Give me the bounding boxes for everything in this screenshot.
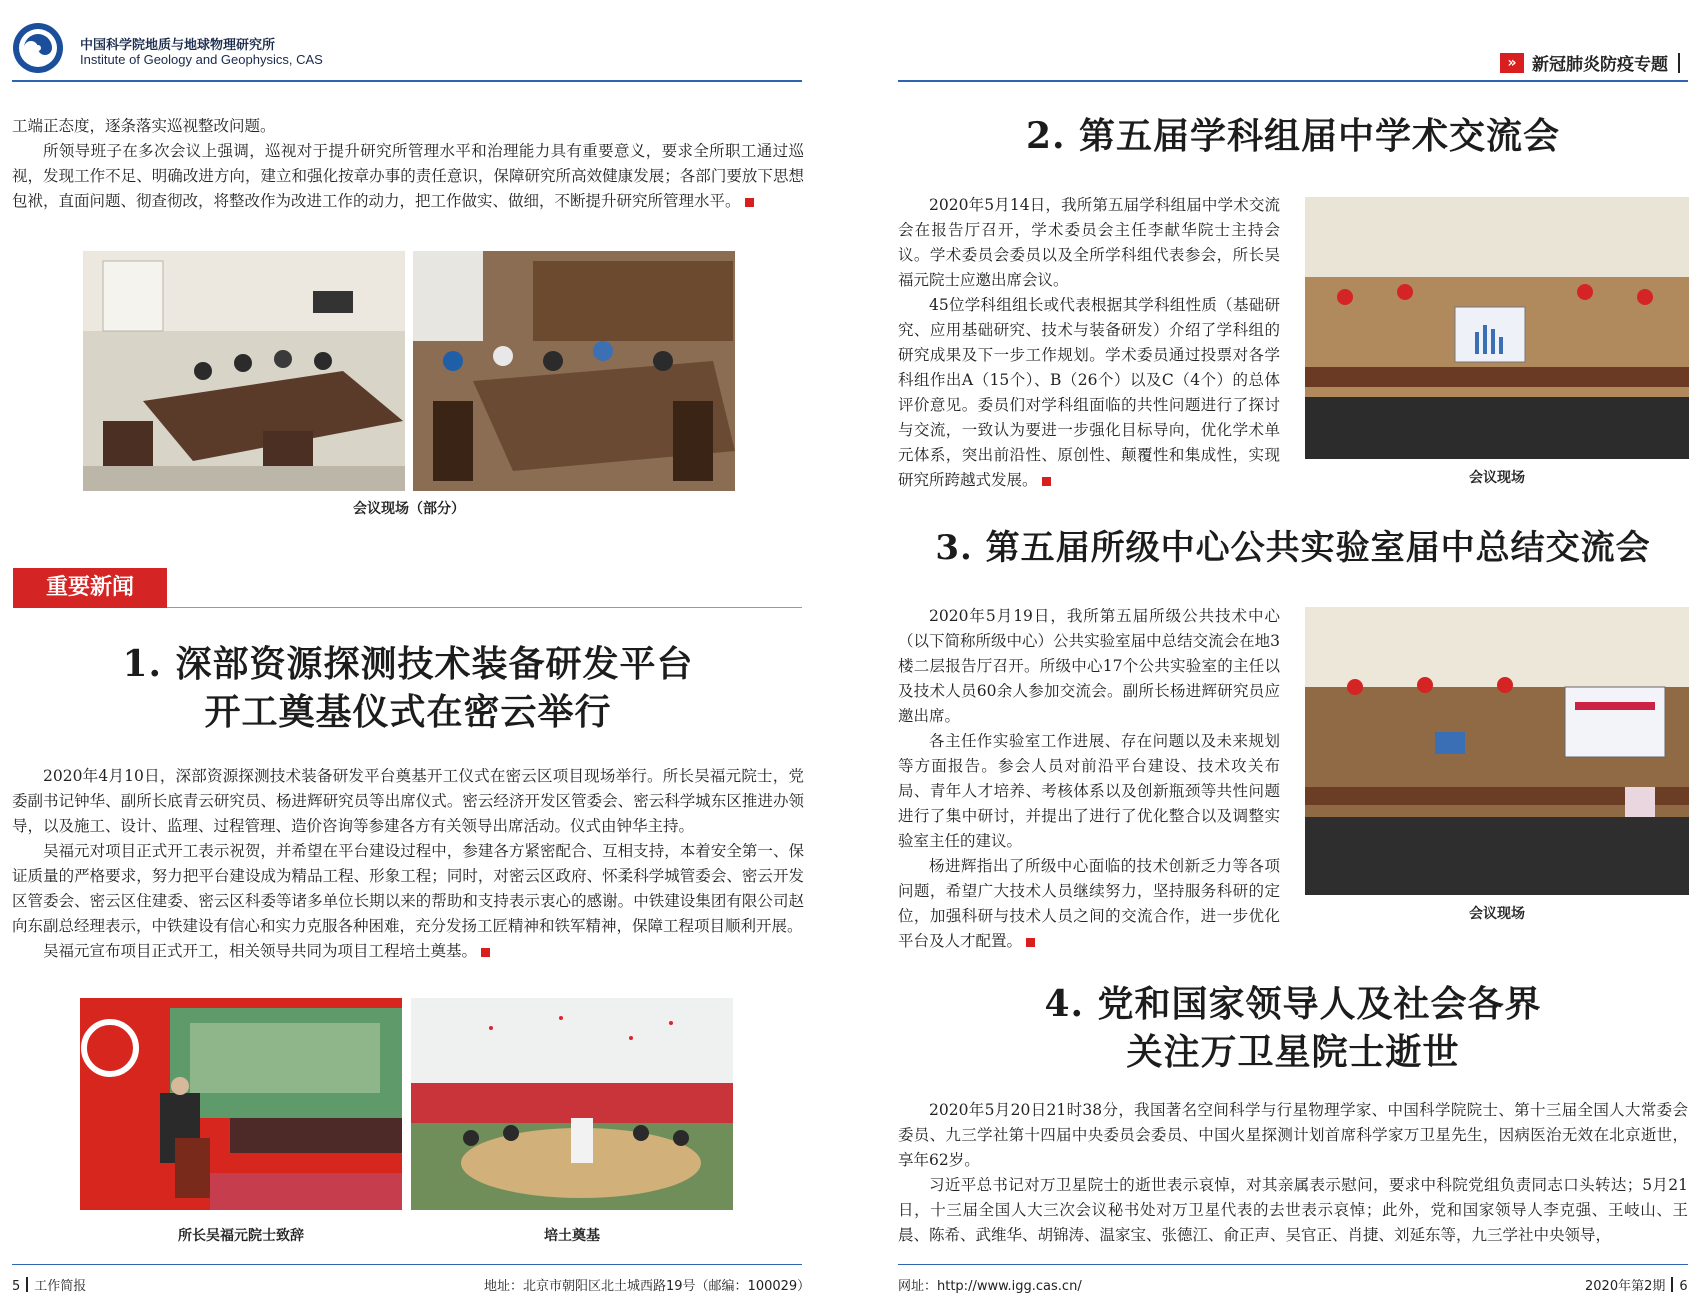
institute-name-en: Institute of Geology and Geophysics, CAS (80, 52, 323, 67)
issue-label: 2020年第2期 (1585, 1279, 1666, 1294)
article3-paragraph: 杨进辉指出了所级中心面临的技术创新乏力等各项问题，希望广大技术人员继续努力，坚持服务科研的定位，加强科研与技术人员之间的交流合作，进一步优化平台及人才配置。 (898, 857, 1280, 950)
intro-paragraph: 工端正态度，逐条落实巡视整改问题。 (12, 117, 276, 135)
article3-paragraph: 2020年5月19日，我所第五届所级公共技术中心（以下简称所级中心）公共实验室届中总结交流会在地3楼二层报告厅召开。所级中心17个公共实验室的主任以及技术人员60余人参加交流会。副所长杨进辉研究员应邀出席。 (898, 607, 1280, 725)
intro-paragraph: 所领导班子在多次会议上强调，巡视对于提升研究所管理水平和治理能力具有重要意义，要求全所职工通过巡视，发现工作不足、明确改进方向，建立和强化按章办事的责任意识，保障研究所高效健康发展；各部门要放下思想包袱，直面问题、彻查彻改，将整改作为改进工作的动力，把工作做实、做细，不断提升研究所管理水平。 (12, 142, 804, 210)
end-mark-icon (1042, 477, 1051, 486)
end-mark-icon (745, 198, 754, 207)
article2-photo-caption: 会议现场 (1469, 470, 1525, 486)
article3-meeting-photo (1305, 607, 1689, 895)
article4-paragraph: 2020年5月20日21时38分，我国著名空间科学与行星物理学家、中国科学院院士、第十三届全国人大常委会委员、九三学社第十四届中央委员会委员、中国火星探测计划首席科学家万卫星先生，因病医治无效在北京逝世，享年62岁。 (898, 1101, 1688, 1169)
footer-website: 网址：http://www.igg.cas.cn/ (898, 1279, 1082, 1294)
photo-caption-1: 会议现场（部分） (353, 501, 465, 517)
article4-title-line1: 4. 党和国家领导人及社会各界 (1044, 983, 1542, 1025)
intro-text (12, 114, 804, 214)
publication-name: 工作简报 (34, 1279, 87, 1294)
footer-address: 地址：北京市朝阳区北土城西路19号（邮编：100029） (484, 1279, 811, 1294)
article2-paragraph: 45位学科组组长或代表根据其学科组性质（基础研究、应用基础研究、技术与装备研发）介绍了学科组的研究成果及下一步工作规划。学术委员通过投票对各学科组作出A（15个）、B（26个）以及C（4个）的总体评价意见。委员们对学科组面临的共性问题进行了探讨与交流，一致认为要进一步强化目标导向，优化学术单元体系，突出前沿性、原创性、颠覆性和集成性，实现研究所跨越式发展。 (898, 296, 1280, 489)
article1-paragraph: 2020年4月10日，深部资源探测技术装备研发平台奠基开工仪式在密云区项目现场举行。所长吴福元院士，党委副书记钟华、副所长底青云研究员、杨进辉研究员等出席仪式。密云经济开发区管委会、密云科学城东区推进办领导，以及施工、设计、监理、过程管理、造价咨询等参建各方有关领导出席活动。仪式由钟华主持。 (12, 767, 804, 835)
groundbreaking-photo (411, 998, 733, 1210)
meeting-photo-2 (413, 251, 735, 491)
article2-body (898, 193, 1280, 493)
article3-paragraph: 各主任作实验室工作进展、存在问题以及未来规划等方面报告。参会人员对前沿平台建设、技术攻关布局、青年人才培养、考核体系以及创新瓶颈等共性问题进行了集中研讨，并提出了进行了优化整合以及调整实验室主任的建议。 (898, 732, 1280, 850)
article4-body (898, 1098, 1688, 1248)
header-rule-left (12, 80, 802, 82)
article1-paragraph: 吴福元对项目正式开工表示祝贺，并希望在平台建设过程中，参建各方紧密配合、互相支持，本着安全第一、保证质量的严格要求，努力把平台建设成为精品工程、形象工程；同时，对密云区政府、怀柔科学城管委会、密云开发区管委会、密云区住建委、密云区科委等诸多单位长期以来的帮助和支持表示衷心的感谢。中铁建设集团有限公司赵向东副总经理表示，中铁建设有信心和实力克服各种困难，充分发扬工匠精神和铁军精神，保障工程项目顺利开展。 (12, 842, 804, 935)
topic-divider (1678, 53, 1680, 73)
footer-divider (1671, 1277, 1673, 1292)
meeting-photo-1 (83, 251, 405, 491)
article3-body (898, 604, 1280, 954)
topic-heading (1500, 50, 1680, 75)
footer-right-page (1585, 1275, 1688, 1294)
news-section-tag: 重要新闻 (13, 568, 167, 608)
page-number-right: 6 (1679, 1279, 1688, 1294)
article4-title-line2: 关注万卫星院士逝世 (1126, 1031, 1460, 1073)
article3-photo-caption: 会议现场 (1469, 906, 1525, 922)
footer-divider (26, 1277, 28, 1292)
topic-label: 新冠肺炎防疫专题 (1532, 55, 1668, 75)
article3-title: 3. 第五届所级中心公共实验室届中总结交流会 (935, 528, 1651, 568)
double-chevron-icon: » (1500, 53, 1524, 73)
institute-name-cn: 中国科学院地质与地球物理研究所 (80, 38, 276, 53)
footer-left-page (12, 1275, 86, 1294)
ceremony-speech-photo (80, 998, 402, 1210)
article2-paragraph: 2020年5月14日，我所第五届学科组届中学术交流会在报告厅召开，学术委员会主任李献华院士主持会议。学术委员会委员以及全所学科组代表参会，所长吴福元院士应邀出席会议。 (898, 196, 1280, 289)
article1-title-line2: 开工奠基仪式在密云举行 (204, 691, 612, 733)
article4-title (898, 980, 1688, 1076)
photo-caption-speech: 所长吴福元院士致辞 (178, 1228, 304, 1244)
article1-body (12, 764, 804, 964)
article1-title (12, 640, 804, 736)
photo-caption-groundbreaking: 培土奠基 (544, 1228, 600, 1244)
article2-title: 2. 第五届学科组届中学术交流会 (1025, 115, 1561, 157)
header-rule-right (898, 80, 1688, 82)
end-mark-icon (1026, 938, 1035, 947)
article4-paragraph: 习近平总书记对万卫星院士的逝世表示哀悼，对其亲属表示慰问，要求中科院党组负责同志口头转达；5月21日，十三届全国人大三次会议秘书处对万卫星代表的去世表示哀悼；此外，党和国家领导人李克强、王岐山、王晨、陈希、武维华、胡锦涛、温家宝、张德江、俞正声、吴官正、肖捷、刘延东等，九三学社中央领导， (898, 1176, 1688, 1244)
end-mark-icon (481, 948, 490, 957)
footer-rule-right (898, 1264, 1688, 1265)
institute-logo (12, 22, 64, 74)
article1-title-line1: 1. 深部资源探测技术装备研发平台 (122, 643, 694, 685)
footer-rule-left (12, 1264, 802, 1265)
article1-paragraph: 吴福元宣布项目正式开工，相关领导共同为项目工程培土奠基。 (12, 939, 804, 964)
news-tag-rule (167, 607, 802, 608)
page-number-left: 5 (12, 1279, 21, 1294)
article2-meeting-photo (1305, 197, 1689, 459)
